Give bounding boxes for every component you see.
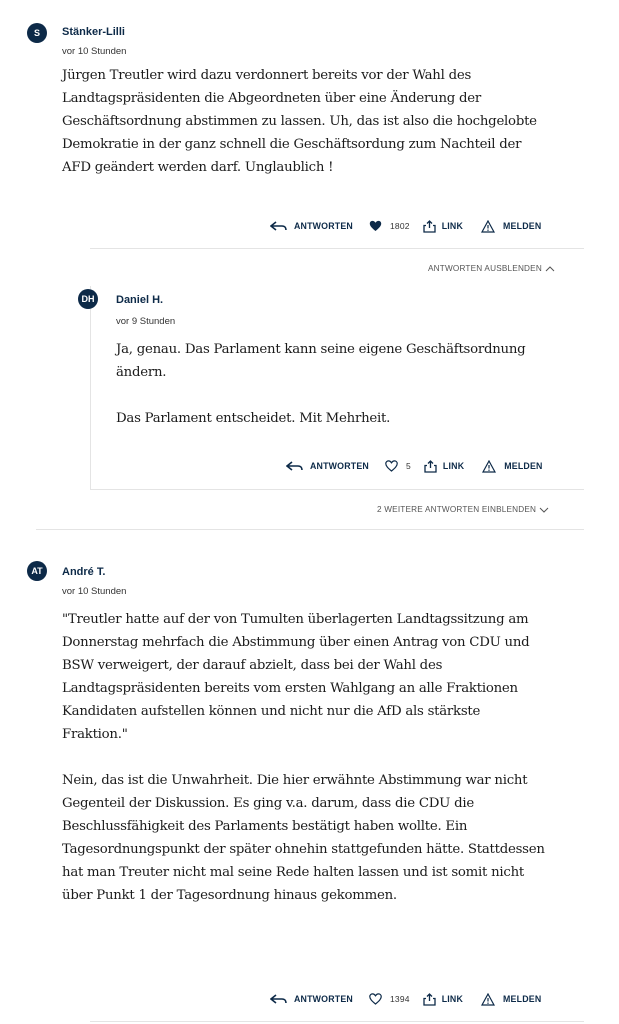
comment-line: Ja, genau. Das Parlament kann seine eigene Geschäftsordnung xyxy=(116,342,526,357)
warning-icon xyxy=(482,460,496,473)
link-label: LINK xyxy=(441,994,464,1004)
paragraph-gap xyxy=(62,746,545,769)
comment-line: Fraktion." xyxy=(62,727,128,742)
reply-button[interactable] xyxy=(286,461,369,471)
comment-line: über Punkt 1 der Tagesordnung hinaus gekommen. xyxy=(62,888,397,903)
comment-line: Landtagspräsidenten bereits vom ersten Wahlgang an alle Fraktionen xyxy=(62,681,518,696)
report-button[interactable] xyxy=(481,220,541,233)
comment-author[interactable]: Daniel H. xyxy=(116,294,164,306)
comment-author[interactable]: André T. xyxy=(62,566,106,578)
report-button[interactable] xyxy=(481,993,541,1006)
comment-line: Das Parlament entscheidet. Mit Mehrheit. xyxy=(116,411,391,426)
chevron-up-icon xyxy=(545,266,555,272)
link-button[interactable] xyxy=(423,993,463,1006)
comment-line: "Treutler hatte auf der von Tumulten überlagerten Landtagssitzung am xyxy=(62,612,529,627)
reply-thread-border xyxy=(90,286,91,489)
comment-timestamp: vor 9 Stunden xyxy=(116,316,176,327)
comment-line: Nein, das ist die Unwahrheit. Die hier erwähnte Abstimmung war nicht xyxy=(62,773,528,788)
avatar[interactable]: AT xyxy=(27,561,47,581)
report-label: MELDEN xyxy=(504,461,543,471)
comment-line: Jürgen Treutler wird dazu verdonnert bereits vor der Wahl des xyxy=(62,68,472,83)
paragraph-gap xyxy=(116,384,525,407)
reply-label: ANTWORTEN xyxy=(294,994,353,1004)
divider xyxy=(90,1021,584,1022)
comment-actions xyxy=(270,991,541,1007)
comment-line: Demokratie in der ganz schnell die Geschäftsordung zum Nachteil der xyxy=(62,137,522,152)
link-button[interactable] xyxy=(424,460,464,473)
heart-outline-icon xyxy=(369,993,382,1005)
avatar[interactable]: S xyxy=(27,23,47,43)
hide-replies-toggle[interactable] xyxy=(428,264,555,273)
comment-line: ändern. xyxy=(116,365,167,380)
link-button[interactable] xyxy=(423,220,463,233)
reply-arrow-icon xyxy=(286,461,304,471)
like-button[interactable] xyxy=(385,460,411,472)
report-label: MELDEN xyxy=(503,221,542,231)
comment-line: Beschlussfähigkeit des Parlaments bestätigt haben wollte. Ein xyxy=(62,819,468,834)
like-button[interactable] xyxy=(369,993,410,1005)
link-label: LINK xyxy=(442,461,465,471)
report-label: MELDEN xyxy=(503,994,542,1004)
comment-timestamp: vor 10 Stunden xyxy=(62,46,127,57)
reply-thread-bottom xyxy=(90,489,584,490)
warning-icon xyxy=(481,993,495,1006)
share-icon xyxy=(423,220,436,233)
comment-line: BSW verweigert, der darauf abzielt, dass bei der Wahl des xyxy=(62,658,443,673)
reply-button[interactable] xyxy=(270,221,353,231)
reply-arrow-icon xyxy=(270,994,288,1004)
share-icon xyxy=(424,460,437,473)
heart-outline-icon xyxy=(385,460,398,472)
comment-line: AFD geändert werden darf. Unglaublich ! xyxy=(62,160,334,175)
comment-timestamp: vor 10 Stunden xyxy=(62,586,127,597)
toggle-label: ANTWORTEN AUSBLENDEN xyxy=(428,264,542,273)
heart-icon xyxy=(369,220,382,232)
report-button[interactable] xyxy=(482,460,542,473)
avatar[interactable]: DH xyxy=(78,289,98,309)
reply-label: ANTWORTEN xyxy=(310,461,369,471)
comment-line: Tagesordnungspunkt der später ohnehin stattgefunden hätte. Stattdessen xyxy=(62,842,545,857)
reply-button[interactable] xyxy=(270,994,353,1004)
link-label: LINK xyxy=(441,221,464,231)
comment-separator xyxy=(36,529,584,530)
comment-actions xyxy=(270,218,541,234)
show-more-replies-toggle[interactable] xyxy=(377,505,549,514)
comment-line: Donnerstag mehrfach die Abstimmung über einen Antrag von CDU und xyxy=(62,635,530,650)
comment-body xyxy=(62,64,537,179)
comment-line: Landtagspräsidenten die Abgeordneten über eine Änderung der xyxy=(62,91,481,106)
comment-body xyxy=(116,338,525,430)
like-count: 1802 xyxy=(389,221,410,231)
warning-icon xyxy=(481,220,495,233)
comment-line: Gegenteil der Diskussion. Es ging v.a. darum, dass die CDU die xyxy=(62,796,474,811)
chevron-down-icon xyxy=(539,507,549,513)
like-count: 5 xyxy=(405,461,411,471)
comment-line: Kandidaten aufstellen können und nicht nur die AfD als stärkste xyxy=(62,704,481,719)
like-button[interactable] xyxy=(369,220,410,232)
reply-label: ANTWORTEN xyxy=(294,221,353,231)
reply-arrow-icon xyxy=(270,221,288,231)
like-count: 1394 xyxy=(389,994,410,1004)
comment-author[interactable]: Stänker-Lilli xyxy=(62,26,125,38)
share-icon xyxy=(423,993,436,1006)
comment-line: hat man Treuter nicht mal seine Rede halten lassen und ist somit nicht xyxy=(62,865,525,880)
divider xyxy=(90,248,584,249)
comment-actions xyxy=(286,458,543,474)
comment-body xyxy=(62,608,545,907)
comment-line: Geschäftsordnung abstimmen zu lassen. Uh, das ist also die hochgelobte xyxy=(62,114,537,129)
toggle-label: 2 WEITERE ANTWORTEN EINBLENDEN xyxy=(377,505,537,514)
